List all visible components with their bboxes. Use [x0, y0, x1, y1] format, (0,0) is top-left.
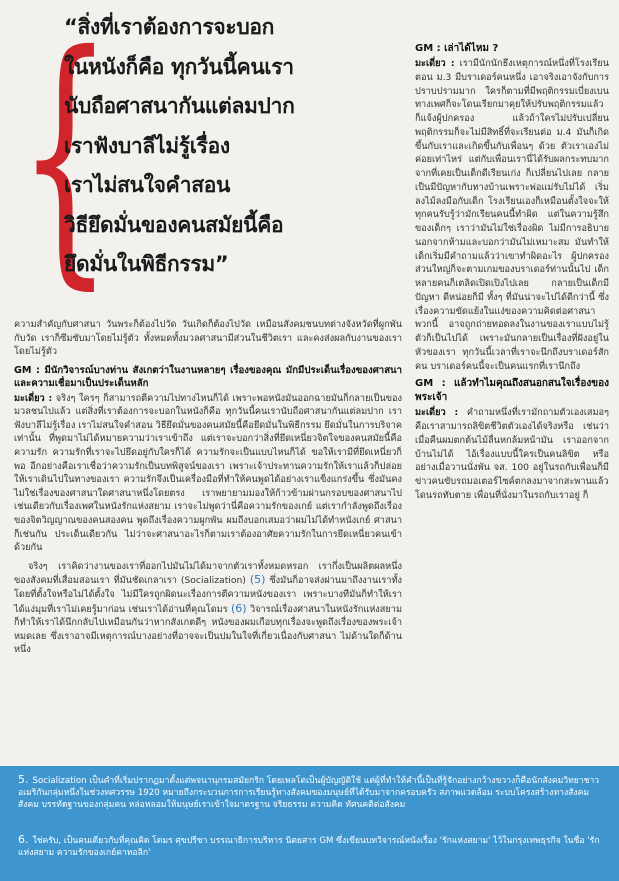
- footnote-number: 5.: [18, 773, 29, 786]
- speaker-label: มะเดี่ยว :: [415, 407, 459, 419]
- footnote-marker: (5): [249, 573, 266, 587]
- interview-question: GM : มีนักวิจารณ์บางท่าน สังเกตว่าในงานหลายๆ เรื่องของคุณ มักมีประเด็นเรื่องของศาสนาและความเชื่อมาเป็นประเด็นหลัก: [14, 364, 402, 390]
- pull-quote: [64, 8, 404, 285]
- footnote-text: ใช่ครับ, เป็นคนเดียวกับที่คุณคิด โดมร ศุขปรีชา บรรณาธิการบริหาร นิตยสาร GM ซึ่งเขียนบทวิจารณ์หนังเรื่อง 'รักแห่งสยาม' ไว้ในกรุงเทพธุรกิจ ในชื่อ 'รักแห่งสยาม ความรักของเกย์คาทอลิก': [18, 836, 600, 859]
- answer-text: เรามีนักนักธึงเหตุการณ์หนึ่งที่โรงเรียน ตอน ม.3 มีบราเดอร์คนหนึ่ง เอาจริงเอาจังกับการปราบปรามมาก ใครก็ตามที่มีพฤติกรรมเบี่ยงเบนทางเพศก็จะโดนเรียกมาคุยให้ปรับพฤติกรรมแล้วก็แจ้งผู้ปกครอง แล้วถ้าใครไม่ปรับเปลี่ยนพฤติกรรมก็จะไม่มีสิทธิ์ที่จะเรียนต่อ ม.4 มันก็เกิดขึ้นกับเราและเกิดขึ้นกับเพื่อนๆ ด้วย ตัวเราเองไม่ค่อยเท่าไหร่ แต่กับเพื่อนเรานี่ได้รับผลกระทบมาก จากที่เคยเป็นเด็กดีเรียนเก่ง ก็เปลี่ยนไปเลย กลายเป็นมีปัญหากับทางบ้านเพราะพ่อแม่รับไม่ได้ เริ่มลงไม้ลงมือกับเด็ก โรงเรียนเองก็เหมือนตั้งใจจะให้ทุกคนรับรู้ว่ามักเรียนคนนี้ทำผิด แต่ในความรู้สึกของเด็กๆ เราว่ามันไม่ใช่เรื่องผิด ไม่มีการอธิบายนอกจากห้ามและบอกว่ามันไม่เหมาะสม มันทำให้เด็กเริ่มมีคำถามแล้วว่าเขาทำผิดอะไร ผู้ปกครองส่วนใหญ่ก็จะตามเกมของบราเดอร์ท่านนั้นไป เด็กหลายคนก็เตลิดเปิดเปิงไปเลย กลายเป็นเด็กมีปัญหา ดีหน่อยก็มี ทั้งๆ ที่มันน่าจะไปได้ดีกว่านี้ ซึ่งเรื่องความขัดแย้งในแง่ของความคิดต่อศาสนาพวกนี้ อาจถูกถ่ายทอดลงในงานของเราแบบไม่รู้ตัวก็เป็นไปได้ เพราะมันกลายเป็นเรื่องที่ฝังอยู่ในหัวของเรา ทุกวันนี้เวลาที่เราจะนึกถึงบราเดอร์สักคน บราเดอร์คนนี้จะเป็นคนแรกที่เรานึกถึง: [415, 58, 610, 372]
- footnote-text: Socialization เป็นคำที่เริ่มปรากฏมาตั้งแต่พจนานุกรมสมัยกริก โดยเพลโตเป็นผู้บัญญัติใช้ แต่ผู้ที่ทำให้คำนี้เป็นที่รู้จักอย่างกว้างขวางก็คือนักสังคมวิทยาชาวอเมริกันกลุ่มหนึ่งในช่วงทศวรรษ 1920 หมายถึงกระบวนการการเรียนรู้ทางสังคมของมนุษย์ที่ได้รับมาจากครอบครัว สภาพแวดล้อม ระบบโครงสร้างทางสังคม สังคม บรรทัดฐานของกลุ่มคน หล่อหลอมให้มนุษย์เราเข้าใจมาตรฐาน จริยธรรม ความคิด ทัศนคติต่อสังคม: [18, 776, 600, 811]
- interview-question: GM : เล่าได้ไหม ?: [415, 43, 499, 54]
- red-brace-decoration: {: [18, 0, 113, 312]
- pull-quote-line: เราไม่สนใจคำสอน: [64, 173, 231, 197]
- right-article-column: [415, 42, 609, 507]
- answer-paragraph: [415, 406, 609, 502]
- pull-quote-line: “สิ่งที่เราต้องการจะบอก: [64, 15, 275, 39]
- pull-quote-line: ยึดมั่นในพิธีกรรม”: [64, 252, 229, 276]
- footnote-marker: (6): [231, 601, 247, 615]
- interview-question: GM : แล้วทำไมคุณถึงสนอกสนใจเรื่องของพระเจ้า: [415, 378, 609, 404]
- pull-quote-line: นับถือศาสนากันแต่ลมปาก: [64, 94, 295, 118]
- answer-text: จริงๆ ใครๆ ก็สามารถตีความไปทางไหนก็ได้ เพราะพอหนังมันออกฉายมันก็กลายเป็นของมวลชนไปแล้ว แต่สิ่งที่เราต้องการจะบอกในหนังก็คือ ทุกวันนี้คนเรานับถือศาสนากันแต่ลมปาก เราฟังบาลีไม่รู้เรื่อง เราไม่สนใจคำสอน วิธียึดมั่นของคนสมัยนี้คือยึดมั่นในพิธีกรรม ยึดมั่นในการบริจาคเท่านั้น ที่พูดมาไม่ได้หมายความว่าเราเข้าถึง แต่เราจะบอกว่าสิ่งที่ยึดเหนี่ยวจิตใจของคนสมัยนี้คือความรัก ความรักที่เราจะไปยึดอยู่กับใครก็ได้ ความรักจะเป็นแบบไหนก็ได้ ขอให้เรามีที่ยึดเหนี่ยวก็พอ อีกอย่างคือเราเชื่อว่าความรักเป็นบทพิสูจน์ของเรา เพราะเจ้าประทานความรักให้เราแล้วก็ปล่อยให้เราเดินไปในทางของเรา ความรักจึงเป็นเครื่องมือที่ทำให้คนพูดได้อย่างเราแข็งแกร่งขึ้น ซึ่งมันคงไม่ใช่เรื่องของศาสนาใดศาสนาหนึ่งโดยตรง เราพยายามมองให้ก้าวข้ามผ่านกรอบของศาสนาไปเช่นเดียวกับเรื่องเพศในหนังรักแห่งสยาม เราจะไม่พูดว่านี่คือความรักของเกย์ แต่เรากำลังพูดถึงเรื่องของจิตวิญญาณของคนสองคน พูดถึงเรื่องความผูกพัน ผมถึงบอกเสมอว่าผมไม่ได้ทำหนังเกย์ ศาสนาก็เช่นกัน ประเด็นเดียวกัน ไม่ว่าจะศาสนาอะไรก็ตามเราต้องอาศัยความรักในการยึดเหนี่ยวคนเข้าด้วยกัน: [14, 392, 403, 554]
- answer-text: วิจารณ์เรื่องศาสนาในหนังรักแห่งสยาม ก็ทำให้เราได้นึกกลับไปเหมือนกันว่าหากสังเกตดีๆ หนังของผมเกือบทุกเรื่องจะพูดถึงเรื่องของพระเจ้าหมดเลย ซึ่งเราอาจมีเหตุการณ์บางอย่างที่อาจจะเป็นปมในใจที่เกี่ยวเนื่องกับศาสนา ไม่ด้านใดก็ด้านหนึ่ง: [14, 603, 403, 656]
- footnotes-box: [0, 766, 619, 881]
- answer-text: จริงๆ เราคิดว่างานของเราที่ออกไปมันไม่ได้มาจากตัวเราทั้งหมดหรอก เรากึ่งเป็นผลิตผลหนึ่งของสังคมที่เสื่อมสอนเรา ที่มันชัดเกลาเรา (Socialization): [14, 560, 402, 587]
- footnote-5: [18, 774, 608, 812]
- pull-quote-line: เราฟังบาลีไม่รู้เรื่อง: [64, 133, 230, 158]
- answer-paragraph: [14, 560, 402, 657]
- answer-text: คำถามหนึ่งที่เรามักถามตัวเองเสมอๆ คือเราสามารถลิขิตชีวิตตัวเองได้จริงหรือ เช่นว่าเมื่อคืนผมตกต้นไม้ลื่นหกล้มหน้ามัน เราออกจากบ้านไม่ได้ ไอ้เรื่องแบบนี้ใครเป็นคนลิขิต หรืออย่างเมื่อวานนั่งพัน จส. 100 อยู่ในรถกับเพื่อนก็มีข่าวคนขับรถมอเตอร์ไซค์ตกลงมาจากสะพานแล้วโดนรถทับตาย เพื่อนที่นั่งมาในรถกับเราอยู่ ก็: [415, 407, 609, 501]
- speaker-label: มะเดี่ยว :: [415, 58, 455, 69]
- answer-paragraph: [415, 57, 609, 373]
- speaker-label: มะเดี่ยว :: [14, 392, 53, 404]
- main-article-column: [14, 318, 402, 662]
- answer-paragraph: [14, 392, 402, 555]
- pull-quote-line: ในหนังก็คือ ทุกวันนี้คนเรา: [64, 54, 294, 79]
- answer-text: ซึ่งมันก็อาจส่งผ่านมาถึงงานเราทั้งโดยที่ตั้งใจหรือไม่ได้ตั้งใจ ไม่มีใครถูกผิดนะเรื่องการตีความหนังของเรา เพราะบางทีมันก็ทำให้เราได้แง่มุมที่เราไม่เคยรู้มาก่อน เช่นเราได้อ่านที่คุณโดมร: [14, 575, 403, 615]
- footnote-6: [18, 834, 608, 859]
- pull-quote-line: วิธียึดมั่นของคนสมัยนี้คือ: [64, 212, 284, 237]
- footnote-number: 6.: [18, 833, 29, 846]
- intro-paragraph: ความสำคัญกับศาสนา วันพระก็ต้องไปวัด วันเกิดก็ต้องไปวัด เหมือนสังคมชนบทต่างจังหวัดที่ผูกพันกับวัด เราก็ซึมซับมาโดยไม่รู้ตัว ทั้งหมดทั้งมวลศาสนามีส่วนในชีวิตเรา และคงส่งผลกับงานของเราโดยไม่รู้ตัว: [14, 319, 402, 358]
